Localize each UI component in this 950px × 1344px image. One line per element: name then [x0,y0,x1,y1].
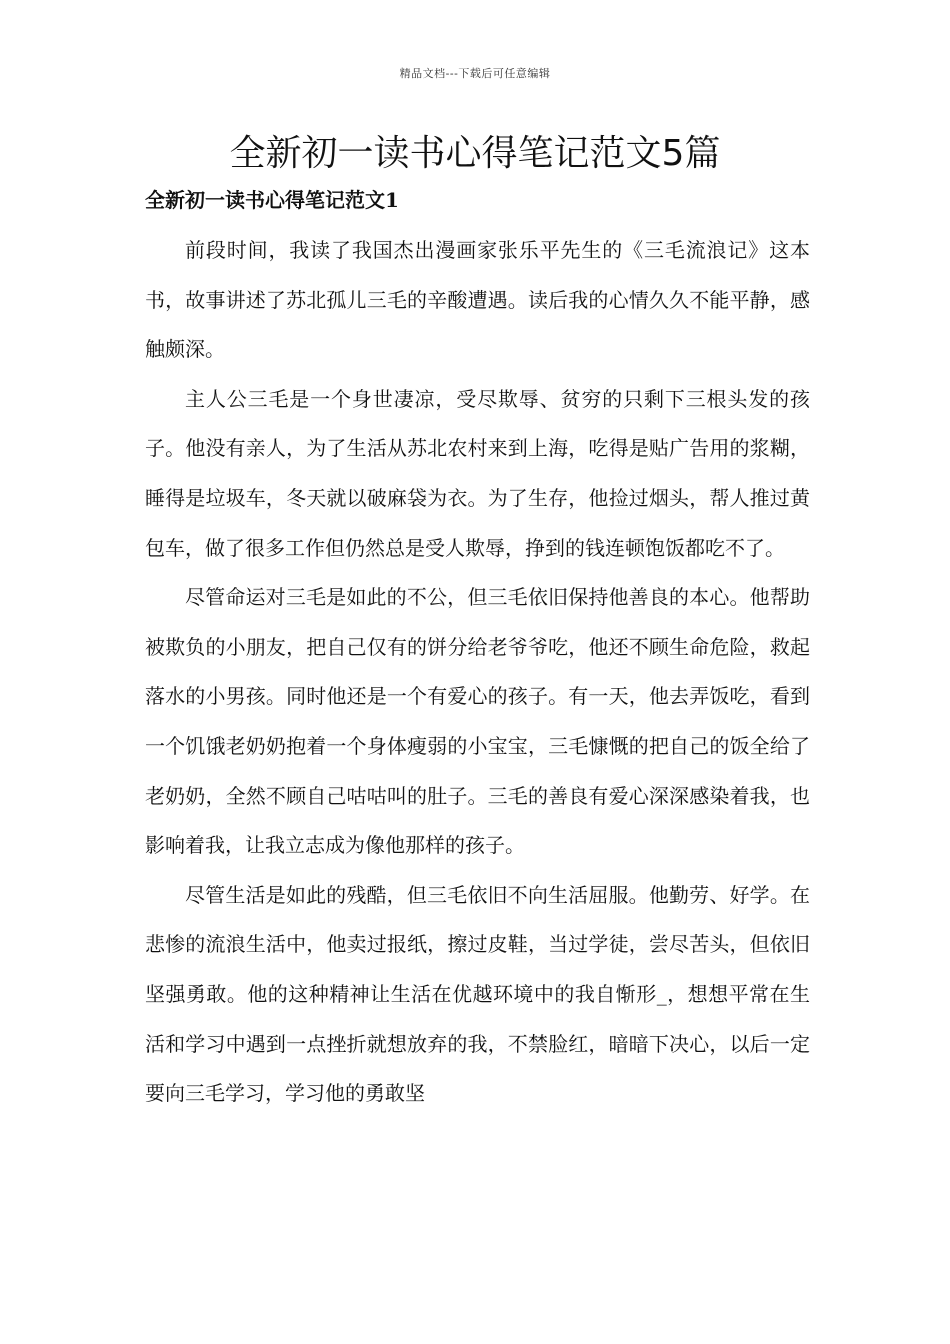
header-note: 精品文档---下载后可任意编辑 [399,67,551,80]
section-title: 全新初一读书心得笔记范文1 [145,188,399,212]
paragraph-2: 主人公三毛是一个身世凄凉，受尽欺辱、贫穷的只剩下三根头发的孩子。他没有亲人，为了生活从苏北农村来到上海，吃得是贴广告用的浆糊，睡得是垃圾车，冬天就以破麻袋为衣。为了生存，他捡过烟头，帮人推过黄包车，做了很多工作但仍然总是受人欺辱，挣到的钱连顿饱饭都吃不了。 [145,386,810,560]
paragraph-1: 前段时间，我读了我国杰出漫画家张乐平先生的《三毛流浪记》这本书，故事讲述了苏北孤儿三毛的辛酸遭遇。读后我的心情久久不能平静，感触颇深。 [145,238,810,362]
paragraph-4: 尽管生活是如此的残酷，但三毛依旧不向生活屈服。他勤劳、好学。在悲惨的流浪生活中，他卖过报纸，擦过皮鞋，当过学徒，尝尽苦头，但依旧坚强勇敢。他的这种精神让生活在优越环境中的我自惭形_，想想平常在生活和学习中遇到一点挫折就想放弃的我，不禁脸红，暗暗下决心，以后一定要向三毛学习，学习他的勇敢坚 [145,882,810,1106]
document-title: 全新初一读书心得笔记范文5篇 [229,133,721,174]
paragraph-3: 尽管命运对三毛是如此的不公，但三毛依旧保持他善良的本心。他帮助被欺负的小朋友，把自己仅有的饼分给老爷爷吃，他还不顾生命危险，救起落水的小男孩。同时他还是一个有爱心的孩子。有一天，他去弄饭吃，看到一个饥饿老奶奶抱着一个身体瘦弱的小宝宝，三毛慷慨的把自己的饭全给了老奶奶，全然不顾自己咕咕叫的肚子。三毛的善良有爱心深深感染着我，也影响着我，让我立志成为像他那样的孩子。 [145,585,810,858]
body-text [145,226,810,1119]
